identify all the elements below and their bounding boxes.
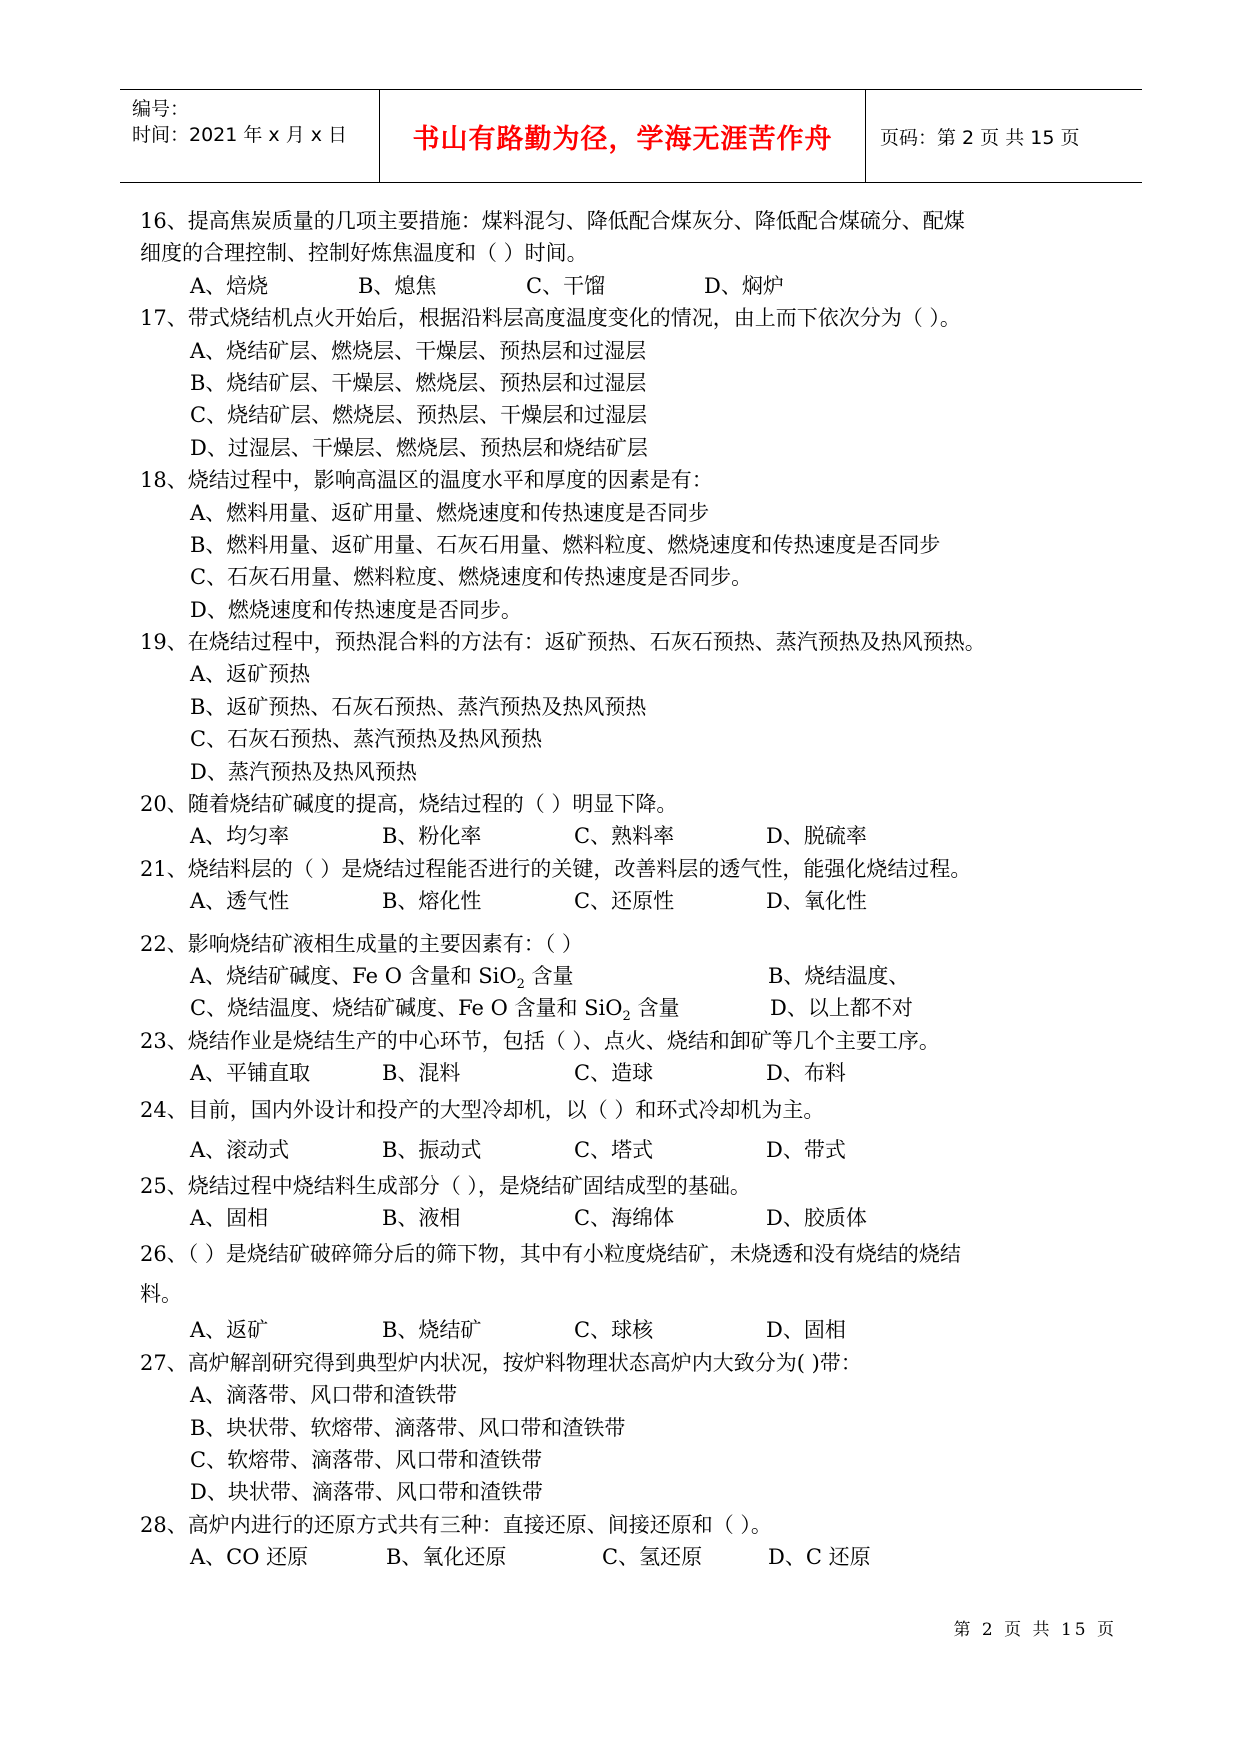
q18-option-b: B、燃料用量、返矿用量、石灰石用量、燃料粒度、燃烧速度和传热速度是否同步 (190, 532, 941, 557)
q16-stem-line1: 16、提高焦炭质量的几项主要措施：煤料混匀、降低配合煤灰分、降低配合煤硫分、配煤 (140, 209, 965, 233)
q21-options (140, 885, 1130, 917)
spacer (140, 918, 1130, 928)
q20-stem: 20、随着烧结矿碱度的提高，烧结过程的（ ）明显下降。 (140, 792, 678, 817)
q21-option-c: C、还原性 (574, 889, 675, 914)
header-page-cell (866, 90, 1142, 182)
q24-option-c: C、塔式 (574, 1137, 654, 1162)
q22-option-c-subscript: 2 (622, 1009, 631, 1025)
q21-stem: 21、烧结料层的（ ）是烧结过程能否进行的关键，改善料层的透气性，能强化烧结过程。 (140, 856, 972, 881)
q28-option-b: B、氧化还原 (386, 1545, 507, 1570)
q25-option-b: B、液相 (382, 1205, 461, 1230)
q27-option-b: B、块状带、软熔带、滴落带、风口带和渣铁带 (190, 1415, 626, 1440)
q28-option-a: A、CO 还原 (190, 1545, 309, 1570)
q27-option-d: D、块状带、滴落带、风口带和渣铁带 (190, 1480, 543, 1505)
page-header (120, 89, 1142, 183)
q28-option-d: D、C 还原 (768, 1545, 871, 1570)
q16-option-a: A、焙烧 (190, 273, 269, 298)
header-page-label: 页码：第 2 页 共 15 页 (880, 126, 1080, 149)
header-motto-cell (379, 90, 866, 182)
q28-option-c: C、氢还原 (602, 1545, 703, 1570)
q23-option-d: D、布料 (766, 1061, 846, 1086)
question-list (140, 205, 1130, 1573)
q24-option-d: D、带式 (766, 1137, 846, 1162)
q20-option-c: C、熟料率 (574, 824, 675, 849)
q22-options-row1 (140, 960, 1130, 992)
q25-option-c: C、海绵体 (574, 1205, 675, 1230)
q17-option-c: C、烧结矿层、燃烧层、预热层、干燥层和过湿层 (190, 403, 648, 428)
q17-stem: 17、带式烧结机点火开始后，根据沿料层高度温度变化的情况，由上而下依次分为（ ）。 (140, 306, 961, 331)
q23-option-c: C、造球 (574, 1061, 654, 1086)
q24-options (140, 1130, 1130, 1170)
q17-option-d: D、过湿层、干燥层、燃烧层、预热层和烧结矿层 (190, 435, 648, 460)
q24-stem: 24、目前，国内外设计和投产的大型冷却机，以（ ）和环式冷却机为主。 (140, 1097, 825, 1122)
q17-option-a: A、烧结矿层、燃烧层、干燥层、预热层和过湿层 (190, 338, 647, 363)
q22-stem: 22、影响烧结矿液相生成量的主要因素有：（ ） (140, 931, 583, 956)
motto-text: 书山有路勤为径，学海无涯苦作舟 (412, 123, 833, 155)
q22-option-b: B、烧结温度、 (768, 963, 910, 988)
q22-options-row2 (140, 992, 1130, 1024)
q28-options (140, 1541, 1130, 1573)
q27-option-a: A、滴落带、风口带和渣铁带 (190, 1383, 458, 1408)
q19-option-d: D、蒸汽预热及热风预热 (190, 759, 417, 784)
q17-option-b: B、烧结矿层、干燥层、燃烧层、预热层和过湿层 (190, 370, 647, 395)
q22-option-c (190, 992, 770, 1024)
q25-option-a: A、固相 (190, 1205, 269, 1230)
q26-stem-line1: 26、（ ）是烧结矿破碎筛分后的筛下物，其中有小粒度烧结矿，未烧透和没有烧结的烧结 (140, 1242, 961, 1267)
q23-options (140, 1057, 1130, 1089)
page-footer: 第 2 页 共 15 页 (953, 1620, 1117, 1640)
q25-option-d: D、胶质体 (766, 1205, 867, 1230)
q22-option-c-tail: 含量 (630, 996, 680, 1021)
q21-option-b: B、熔化性 (382, 889, 482, 914)
header-info (120, 90, 378, 182)
q21-option-d: D、氧化性 (766, 889, 867, 914)
q18-stem: 18、烧结过程中，影响高温区的温度水平和厚度的因素是有： (140, 468, 713, 493)
q24-option-a: A、滚动式 (190, 1137, 290, 1162)
q21-option-a: A、透气性 (190, 889, 290, 914)
q23-option-a: A、平铺直取 (190, 1061, 311, 1086)
q25-stem: 25、烧结过程中烧结料生成部分（ ），是烧结矿固结成型的基础。 (140, 1173, 751, 1198)
q26-option-c: C、球核 (574, 1318, 654, 1343)
q25-options (140, 1202, 1130, 1234)
q16-option-b: B、熄焦 (358, 273, 437, 298)
q28-stem: 28、高炉内进行的还原方式共有三种：直接还原、间接还原和（ ）。 (140, 1512, 772, 1537)
q20-option-d: D、脱硫率 (766, 824, 867, 849)
q22-option-a-tail: 含量 (524, 963, 574, 988)
q22-option-a-text: A、烧结矿碱度、Fe O 含量和 SiO (190, 963, 517, 988)
q18-option-d: D、燃烧速度和传热速度是否同步。 (190, 597, 522, 622)
doc-time-label: 时间：2021 年 x 月 x 日 (132, 124, 348, 146)
q27-stem: 27、高炉解剖研究得到典型炉内状况，按炉料物理状态高炉内大致分为( )带： (140, 1350, 862, 1375)
q26-stem-line2: 料。 (140, 1282, 182, 1307)
q19-option-b: B、返矿预热、石灰石预热、蒸汽预热及热风预热 (190, 694, 647, 719)
q16-stem-line2: 细度的合理控制、控制好炼焦温度和（ ）时间。 (140, 241, 588, 266)
q24-option-b: B、振动式 (382, 1137, 482, 1162)
q19-stem: 19、在烧结过程中，预热混合料的方法有：返矿预热、石灰石预热、蒸汽预热及热风预热。 (140, 630, 986, 655)
q18-option-c: C、石灰石用量、燃料粒度、燃烧速度和传热速度是否同步。 (190, 565, 753, 590)
q16-option-c: C、干馏 (526, 273, 606, 298)
q20-options (140, 820, 1130, 852)
q26-option-a: A、返矿 (190, 1318, 269, 1343)
q16-options (140, 270, 1130, 302)
q26-option-d: D、固相 (766, 1318, 846, 1343)
q20-option-a: A、均匀率 (190, 824, 290, 849)
q27-option-c: C、软熔带、滴落带、风口带和渣铁带 (190, 1447, 543, 1472)
q18-option-a: A、燃料用量、返矿用量、燃烧速度和传热速度是否同步 (190, 500, 710, 525)
q23-option-b: B、混料 (382, 1061, 461, 1086)
q26-option-b: B、烧结矿 (382, 1318, 482, 1343)
q16-option-d: D、焖炉 (704, 273, 784, 298)
doc-number-label: 编号： (132, 98, 190, 120)
q19-option-a: A、返矿预热 (190, 662, 311, 687)
q22-option-a (190, 960, 768, 992)
q23-stem: 23、烧结作业是烧结生产的中心环节，包括（ ）、点火、烧结和卸矿等几个主要工序。 (140, 1028, 940, 1053)
q19-option-c: C、石灰石预热、蒸汽预热及热风预热 (190, 727, 543, 752)
q22-option-c-text: C、烧结温度、烧结矿碱度、Fe O 含量和 SiO (190, 996, 623, 1021)
q26-options (140, 1314, 1130, 1346)
q22-option-d: D、以上都不对 (770, 996, 913, 1021)
q20-option-b: B、粉化率 (382, 824, 482, 849)
q22-option-a-subscript: 2 (516, 977, 525, 993)
